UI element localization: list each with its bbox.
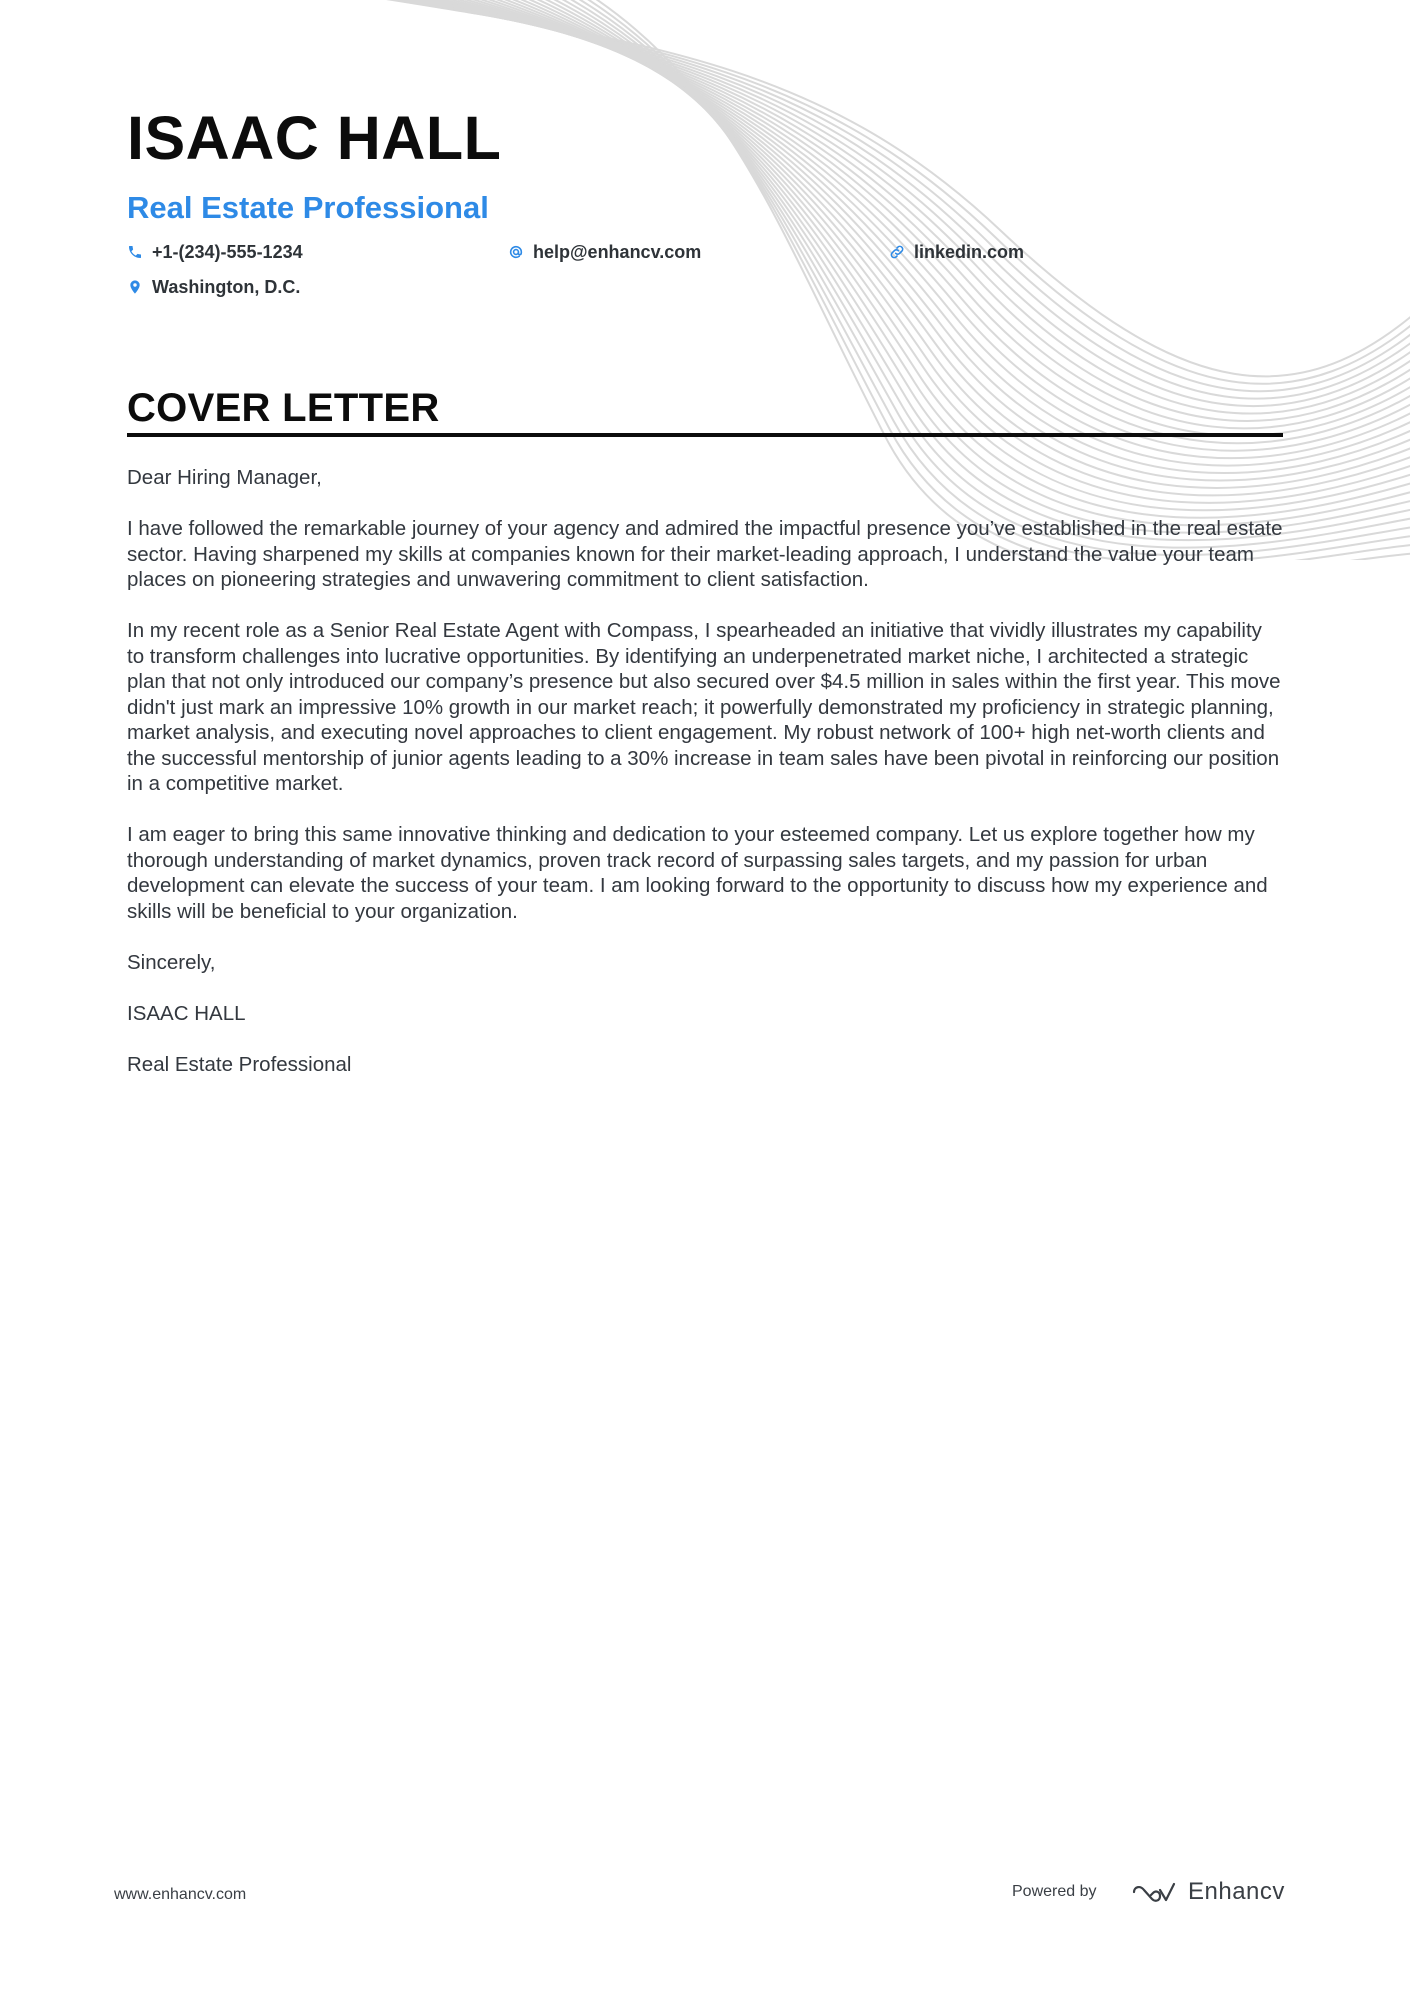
- wave-line: [349, 0, 1410, 391]
- wave-line: [395, 0, 1410, 428]
- wave-line: [330, 0, 1410, 376]
- candidate-role: Real Estate Professional: [127, 190, 489, 225]
- email-address: help@enhancv.com: [533, 242, 702, 262]
- contact-phone[interactable]: [127, 243, 303, 261]
- letter-body: [127, 465, 1283, 1103]
- phone-number: +1-(234)-555-1234: [152, 242, 303, 262]
- brand-logo[interactable]: [1130, 1878, 1285, 1906]
- candidate-name: ISAAC HALL: [127, 104, 502, 172]
- wave-line: [414, 0, 1410, 443]
- signature-name: ISAAC HALL: [127, 1001, 246, 1025]
- wave-line: [452, 0, 1410, 473]
- wave-line: [377, 0, 1410, 414]
- contact-location: [127, 278, 300, 296]
- powered-by-label: Powered by: [1012, 1883, 1097, 1900]
- wave-line: [442, 0, 1410, 466]
- location-text: Washington, D.C.: [152, 277, 301, 297]
- salutation: Dear Hiring Manager,: [127, 466, 322, 489]
- signature-title: Real Estate Professional: [127, 1052, 352, 1076]
- contact-link[interactable]: [889, 243, 1024, 261]
- at-icon: [508, 244, 524, 260]
- closing: Sincerely,: [127, 950, 216, 974]
- phone-icon: [127, 244, 143, 260]
- wave-line: [424, 0, 1410, 451]
- wave-line: [517, 0, 1410, 525]
- location-pin-icon: [127, 279, 143, 295]
- wave-line: [433, 0, 1410, 458]
- wave-line: [405, 0, 1410, 436]
- contact-email[interactable]: [508, 243, 701, 261]
- wave-line: [367, 0, 1410, 406]
- paragraph-2: In my recent role as a Senior Real Estate Agent with Compass, I spearheaded an initiative that vividly illustrates my capability to transform challenges into lucrative opportunities. By identifying an underpenetrated market niche, I architected a strategic plan that not only introduced our company’s presence but also secured over $4.5 million in sales within the first year. This move didn't just mark an impressive 10% growth in our market reach; it powerfully demonstrated my proficiency in strategic planning, market analysis, and executing novel approaches to client engagement. My robust network of 100+ high net-worth clients and the successful mentorship of junior agents leading to a 30% increase in team sales have been pivotal in reinforcing our position in a competitive market.: [127, 619, 1281, 795]
- wave-line: [358, 0, 1410, 399]
- brand-name: Enhancv: [1188, 1878, 1285, 1905]
- link-text: linkedin.com: [914, 242, 1025, 262]
- wave-line: [461, 0, 1410, 480]
- section-divider: [127, 433, 1283, 437]
- paragraph-3: I am eager to bring this same innovative thinking and dedication to your esteemed company. Let us explore together how my thorough understanding of market dynamics, proven track record of surpassing sales targets, and my passion for urban development can elevate the success of your team. I am looking forward to the opportunity to discuss how my experience and skills will be beneficial to your organization.: [127, 823, 1268, 923]
- wave-line: [526, 0, 1410, 533]
- wave-line: [386, 0, 1410, 421]
- link-icon: [889, 244, 905, 260]
- footer-website-link[interactable]: www.enhancv.com: [114, 1886, 247, 1903]
- enhancv-logo-icon: [1130, 1880, 1178, 1904]
- paragraph-1: I have followed the remarkable journey of your agency and admired the impactful presence you’ve established in the real estate sector. Having sharpened my skills at companies known for their market-leading approach, I understand the value your team places on pioneering strategies and unwavering commitment to client satisfaction.: [127, 517, 1283, 591]
- section-title: COVER LETTER: [127, 386, 440, 430]
- wave-line: [536, 0, 1410, 540]
- wave-line: [339, 0, 1410, 384]
